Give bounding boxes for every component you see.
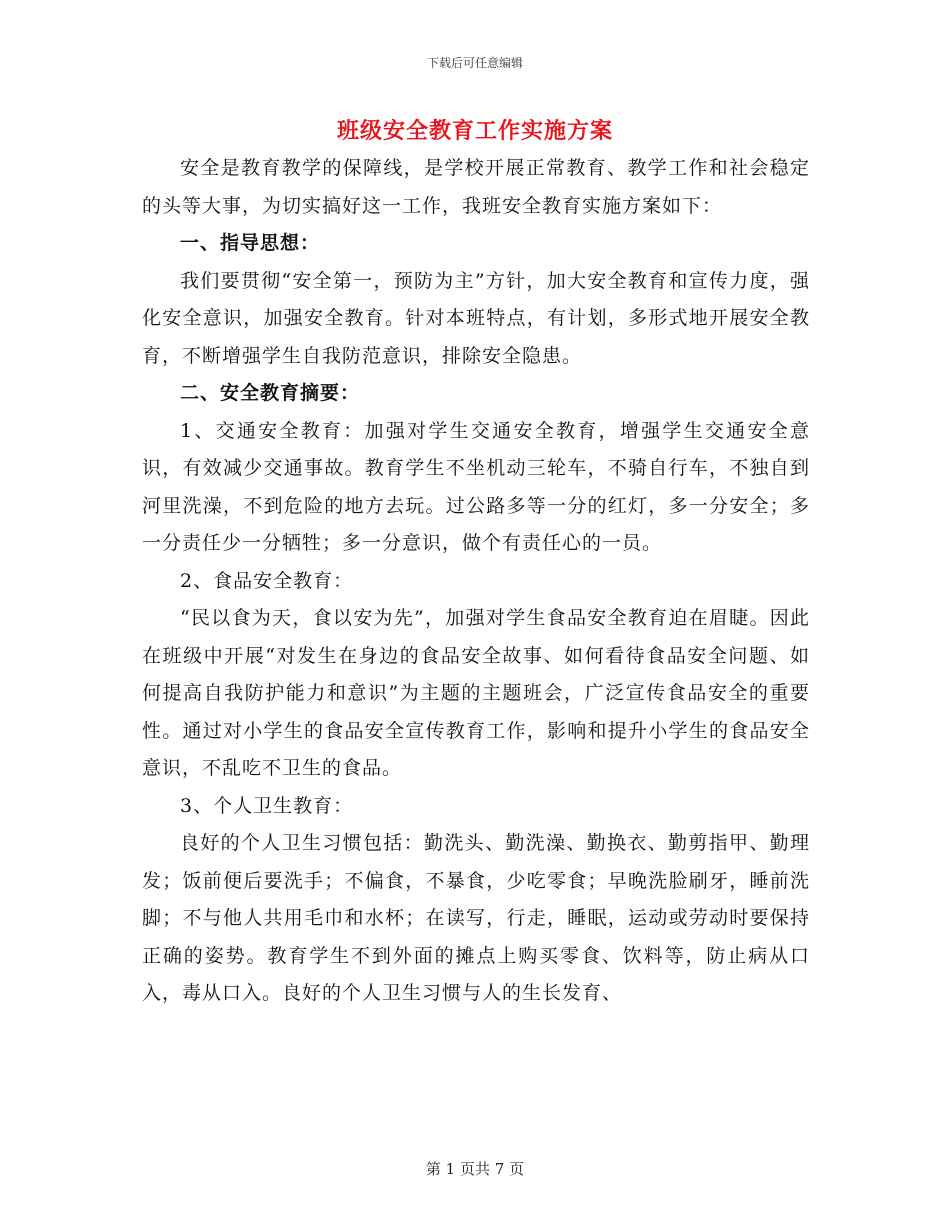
traffic-safety-paragraph: 1、交通安全教育：加强对学生交通安全教育，增强学生交通安全意识，有效减少交通事故。教育学生不坐机动三轮车，不骑自行车，不独自到河里洗澡，不到危险的地方去玩。过公路多等一分的红灯，多一分安全；多一分责任少一分牺牲；多一分意识，做个有责任心的一员。	[142, 419, 810, 554]
food-safety-subheading: 2、食品安全教育：	[180, 569, 354, 592]
page-footer: 第 1 页共 7 页	[425, 1160, 525, 1178]
document-body	[142, 150, 810, 1013]
section-heading-guiding-principle: 一、指导思想：	[180, 232, 321, 254]
page-header: 下载后可任意编辑	[426, 56, 523, 70]
personal-hygiene-subheading: 3、个人卫生教育：	[180, 794, 354, 817]
food-safety-paragraph: “民以食为天，食以安为先”，加强对学生食品安全教育迫在眉睫。因此在班级中开展“对发生在身边的食品安全故事、如何看待食品安全问题、如何提高自我防护能力和意识”为主题的主题班会，广泛宣传食品安全的重要性。通过对小学生的食品安全宣传教育工作，影响和提升小学生的食品安全意识，不乱吃不卫生的食品。	[142, 607, 810, 779]
personal-hygiene-paragraph: 良好的个人卫生习惯包括：勤洗头、勤洗澡、勤换衣、勤剪指甲、勤理发；饭前便后要洗手；不偏食，不暴食，少吃零食；早晚洗脸刷牙，睡前洗脚；不与他人共用毛巾和水杯；在读写，行走，睡眠，运动或劳动时要保持正确的姿势。教育学生不到外面的摊点上购买零食、饮料等，防止病从口入，毒从口入。良好的个人卫生习惯与人的生长发育、	[142, 832, 810, 1004]
intro-paragraph: 安全是教育教学的保障线，是学校开展正常教育、教学工作和社会稳定的头等大事，为切实搞好这一工作，我班安全教育实施方案如下：	[142, 157, 810, 217]
section-heading-education-summary: 二、安全教育摘要：	[180, 382, 361, 404]
guiding-principle-paragraph: 我们要贯彻“安全第一，预防为主”方针，加大安全教育和宣传力度，强化安全意识，加强安全教育。针对本班特点，有计划，多形式地开展安全教育，不断增强学生自我防范意识，排除安全隐患。	[142, 269, 810, 367]
document-title: 班级安全教育工作实施方案	[336, 118, 613, 144]
